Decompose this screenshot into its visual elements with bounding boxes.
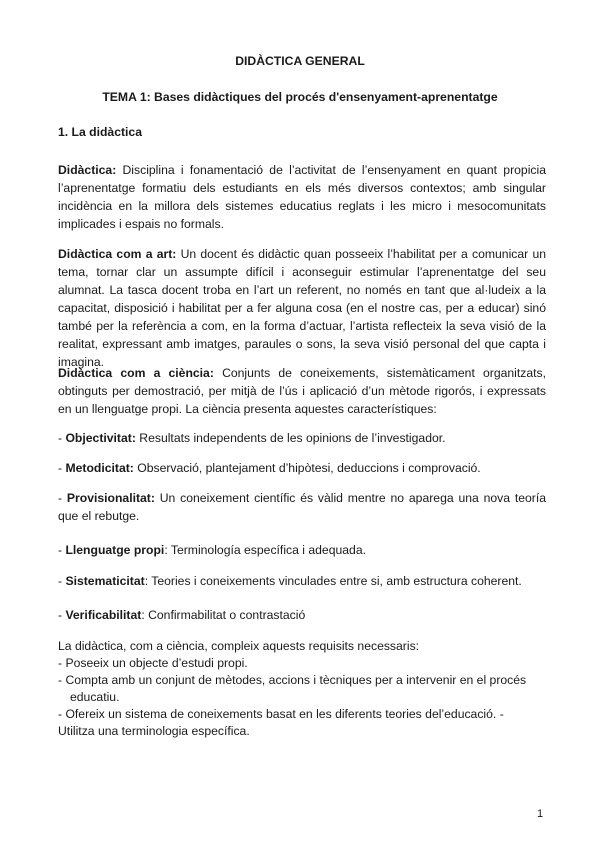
item-prefix: - xyxy=(58,574,66,588)
item-prefix: - xyxy=(58,431,66,445)
characteristic-item xyxy=(58,606,546,624)
term-label: Llenguatge propi xyxy=(65,543,165,557)
item-text: : Teories i coneixements vinculades entre si, amb estructura coherent. xyxy=(144,574,522,588)
requirement-line: - Ofereix un sistema de coneixements basat en les diferents teories del’educació. - xyxy=(58,707,504,721)
characteristic-item xyxy=(58,541,546,559)
item-text: Un coneixement científic és vàlid mentre no aparega una nova teoría que el rebutge. xyxy=(58,491,547,523)
item-prefix: - xyxy=(58,608,66,622)
requirement-line: - Compta amb un conjunt de mètodes, accions i tècniques per a intervenir en el procés xyxy=(58,673,527,687)
item-prefix: - xyxy=(58,543,66,557)
item-prefix: - xyxy=(58,461,66,475)
term-label: Didàctica: xyxy=(58,163,117,177)
page-number: 1 xyxy=(537,808,544,820)
term-label: Provisionalitat: xyxy=(66,491,155,505)
item-text: : Terminología específica i adequada. xyxy=(164,543,366,557)
paragraph-text: Un docent és didàctic quan posseeix l’habilitat per a comunicar un tema, tornar clar un assumpte difícil i aconseguir estimular l’aprenentatge del seu alumnat. La tasca docent troba en l’art un referent, no només en tant que al·ludeix a la capacitat, disposició i habilitat per a fer alguna cosa (en el nostre cas, per a educar) sinó també per la referència a com, en la forma d’actuar, l’artista reflecteix la seva visió de la realitat, expressant amb imatges, paraules o sons, la seva visió personal del que capta i imagina. xyxy=(58,247,546,369)
document-subtitle: TEMA 1: Bases didàctiques del procés d'ensenyament-aprenentatge xyxy=(102,90,498,104)
characteristic-item xyxy=(58,429,546,447)
paragraph-didactica-art xyxy=(58,245,546,371)
requirement-line: Utilitza una terminologia específica. xyxy=(58,724,250,738)
term-label: Sistematicitat xyxy=(65,574,145,588)
requirements-intro: La didàctica, com a ciència, compleix aquests requisits necessaris: xyxy=(58,639,420,653)
requirement-line: - Poseeix un objecte d’estudi propi. xyxy=(58,656,248,670)
term-label: Metodicitat: xyxy=(65,461,134,475)
term-label: Verificabilitat xyxy=(65,608,142,622)
term-label: Didàctica com a ciència: xyxy=(58,366,214,380)
paragraph-didactica-ciencia xyxy=(58,364,546,418)
requirement-line-continuation: educatiu. xyxy=(70,690,120,704)
item-prefix: - xyxy=(58,491,67,505)
paragraph-text: Conjunts de coneixements, sistemàticament organitzats, obtinguts per demostració, per mitjà de l’ús i aplicació d’un mètode rigorós, i expressats en un llenguatge propi. La ciència presenta aquestes característiques: xyxy=(58,366,546,416)
term-label: Didàctica com a art: xyxy=(58,247,177,261)
item-text: Observació, plantejament d’hipòtesi, deduccions i comprovació. xyxy=(133,461,481,475)
characteristic-item xyxy=(58,572,546,590)
item-text: : Confirmabilitat o contrastació xyxy=(141,608,306,622)
item-text: Resultats independents de les opinions de l’investigador. xyxy=(135,431,446,445)
section-heading: 1. La didàctica xyxy=(58,125,142,139)
paragraph-didactica xyxy=(58,161,546,233)
term-label: Objectivitat: xyxy=(65,431,136,445)
characteristic-item xyxy=(58,459,546,477)
requirements-list xyxy=(58,655,546,740)
document-title: DIDÀCTICA GENERAL xyxy=(235,54,365,68)
paragraph-text: Disciplina i fonamentació de l’activitat de l’ensenyament en quant propicia l’aprenentatge formatiu dels estudiants en els més diversos contextos; amb singular incidència en la millora dels sistemes educatius reglats i les micro i mesocomunitats implicades i espais no formals. xyxy=(58,163,546,231)
characteristic-item xyxy=(58,489,546,525)
